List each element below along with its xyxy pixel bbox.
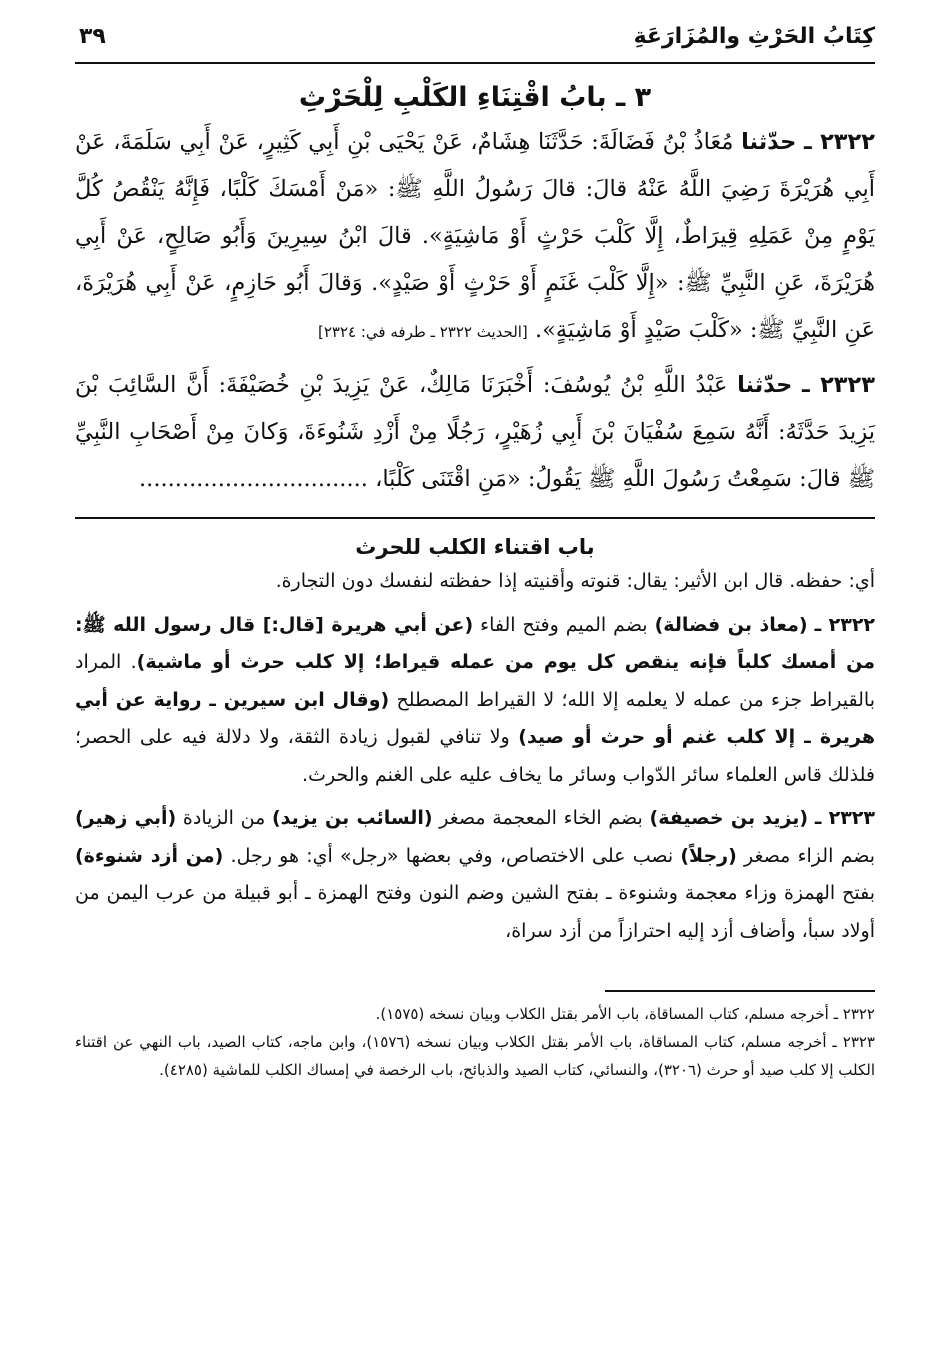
hadith-text: عَبْدُ اللَّهِ بْنُ يُوسُفَ: أَخْبَرَنَا مَالِكٌ، عَنْ يَزِيدَ بْنِ خُصَيْفَةَ: أَنَّ السَّائِبَ بْنَ يَزِيدَ حَدَّثَهُ: أَنَّهُ سَمِعَ سُفْيَانَ بْنَ أَبِي زُهَيْرٍ، رَجُلًا مِنْ أَزْدِ شَنُوءَةَ، وَكانَ مِنْ أَصْحَابِ النَّبِيِّ ﷺ قالَ: سَمِعْتُ رَسُولَ اللَّهِ ﷺ يَقُولُ: «مَنِ اقْتَنَى كَلْبًا، bbox=[75, 372, 875, 492]
hadith-reference: [الحديث ٢٣٢٢ ـ طرفه في: ٢٣٢٤] bbox=[318, 323, 528, 341]
running-header bbox=[75, 22, 875, 64]
explanation: . المراد بالقيراط جزء من عمله لا يعلمه إلا الله؛ لا القيراط المصطلح bbox=[75, 651, 875, 711]
continuation-dots: ................................ bbox=[139, 466, 368, 492]
commentary-2323 bbox=[75, 800, 875, 950]
quoted-text: (معاذ بن فضالة) bbox=[654, 613, 808, 636]
commentary-2322 bbox=[75, 607, 875, 795]
quoted-text: (من أزد شنوءة) bbox=[75, 844, 224, 867]
quoted-text: (يزيد بن خصيفة) bbox=[649, 807, 809, 829]
explanation: بفتح الهمزة وزاء معجمة وشنوءة ـ بفتح الشين وضم النون وفتح الهمزة ـ أبو قبيلة من عرب اليمن من أولاد سبأ، وأضاف أزد إليه احترازاً من أزد سراة، bbox=[75, 882, 875, 942]
footnote-2323: ٢٣٢٣ ـ أخرجه مسلم، كتاب المساقاة، باب الأمر بقتل الكلاب وبيان نسخه (١٥٧٦)، وابن ماجه، كتاب الصيد، باب النهي عن اقتناء الكلب إلا كلب صيد أو حرث (٣٢٠٦)، والنسائي، كتاب الصيد والذبائح، باب الرخصة في إمساك الكلب للماشية (٤٢٨٥). bbox=[75, 1033, 875, 1079]
explanation: من الزيادة bbox=[176, 807, 272, 829]
hadith-2323 bbox=[75, 362, 875, 503]
hadith-lead: حدّثنا bbox=[737, 372, 793, 398]
hadith-number: ٢٣٢٢ ـ bbox=[804, 129, 875, 155]
hadith-2322 bbox=[75, 119, 875, 356]
commentary-title: باب اقتناء الكلب للحرث bbox=[355, 535, 595, 559]
book-title: كِتَابُ الحَرْثِ والمُزَارَعَةِ bbox=[633, 24, 875, 49]
quoted-text: (عن أبي هريرة [قال:] قال رسول الله ﷺ: من أمسك كلباً فإنه ينقص كل يوم من عمله قيراط؛ إلا كلب حرث أو ماشية) bbox=[75, 613, 875, 673]
book-page bbox=[75, 22, 875, 1342]
explanation: بضم الزاء مصغر bbox=[736, 844, 875, 867]
page-number: ٣٩ bbox=[79, 24, 106, 49]
commentary-number: ٢٣٢٢ ـ bbox=[814, 613, 876, 636]
explanation: بضم الخاء المعجمة مصغر bbox=[432, 807, 650, 829]
commentary-intro: أي: حفظه. قال ابن الأثير: يقال: قنوته وأقنيته إذا حفظته لنفسك دون التجارة. bbox=[275, 570, 875, 592]
section-divider bbox=[75, 517, 875, 519]
explanation: ولا تنافي لقبول زيادة الثقة، ولا دلالة فيه على الحصر؛ فلذلك قاس العلماء سائر الدّواب وسائر ما يخاف عليه على الغنم والحرث. bbox=[75, 726, 875, 786]
explanation: نصب على الاختصاص، وفي بعضها «رجل» أي: هو رجل. bbox=[223, 844, 681, 867]
chapter-title: ٣ ـ بابُ اقْتِنَاءِ الكَلْبِ لِلْحَرْثِ bbox=[298, 82, 652, 113]
hadith-number: ٢٣٢٣ ـ bbox=[802, 372, 875, 398]
footnote-2322: ٢٣٢٢ ـ أخرجه مسلم، كتاب المساقاة، باب الأمر بقتل الكلاب وبيان نسخه (١٥٧٥). bbox=[375, 1005, 875, 1023]
quoted-text: (رجلاً) bbox=[680, 844, 737, 867]
quoted-text: (وقال ابن سيرين ـ رواية عن أبي هريرة ـ إلا كلب غنم أو حرث أو صيد) bbox=[75, 688, 875, 748]
hadith-lead: حدّثنا bbox=[741, 129, 797, 155]
commentary-number: ٢٣٢٣ ـ bbox=[814, 807, 875, 829]
hadith-text: مُعَاذُ بْنُ فَضَالَةَ: حَدَّثَنَا هِشَامٌ، عَنْ يَحْيَى بْنِ أَبِي كَثِيرٍ، عَنْ أَبِي سَلَمَةَ، عَنْ أَبِي هُرَيْرَةَ رَضِيَ اللَّهُ عَنْهُ قالَ: قالَ رَسُولُ اللَّهِ ﷺ: «مَنْ أَمْسَكَ كَلْبًا، فَإِنَّهُ يَنْقُصُ كُلَّ يَوْمٍ مِنْ عَمَلِهِ قِيرَاطٌ، إِلَّا كَلْبَ حَرْثٍ أَوْ مَاشِيَةٍ». قالَ ابْنُ سِيرِينَ وَأَبُو صَالِحٍ، عَنْ أَبِي هُرَيْرَةَ، عَنِ النَّبِيِّ ﷺ: «إِلَّا كَلْبَ غَنَمٍ أَوْ حَرْثٍ أَوْ صَيْدٍ». وَقالَ أَبُو حَازِمٍ، عَنْ أَبِي هُرَيْرَةَ، عَنِ النَّبِيِّ ﷺ: «كَلْبَ صَيْدٍ أَوْ مَاشِيَةٍ». bbox=[75, 129, 875, 343]
quoted-text: (السائب بن يزيد) bbox=[272, 807, 433, 829]
explanation: بضم الميم وفتح الفاء bbox=[473, 613, 655, 636]
footnote-divider bbox=[605, 990, 875, 992]
quoted-text: (أبي زهير) bbox=[75, 807, 177, 829]
